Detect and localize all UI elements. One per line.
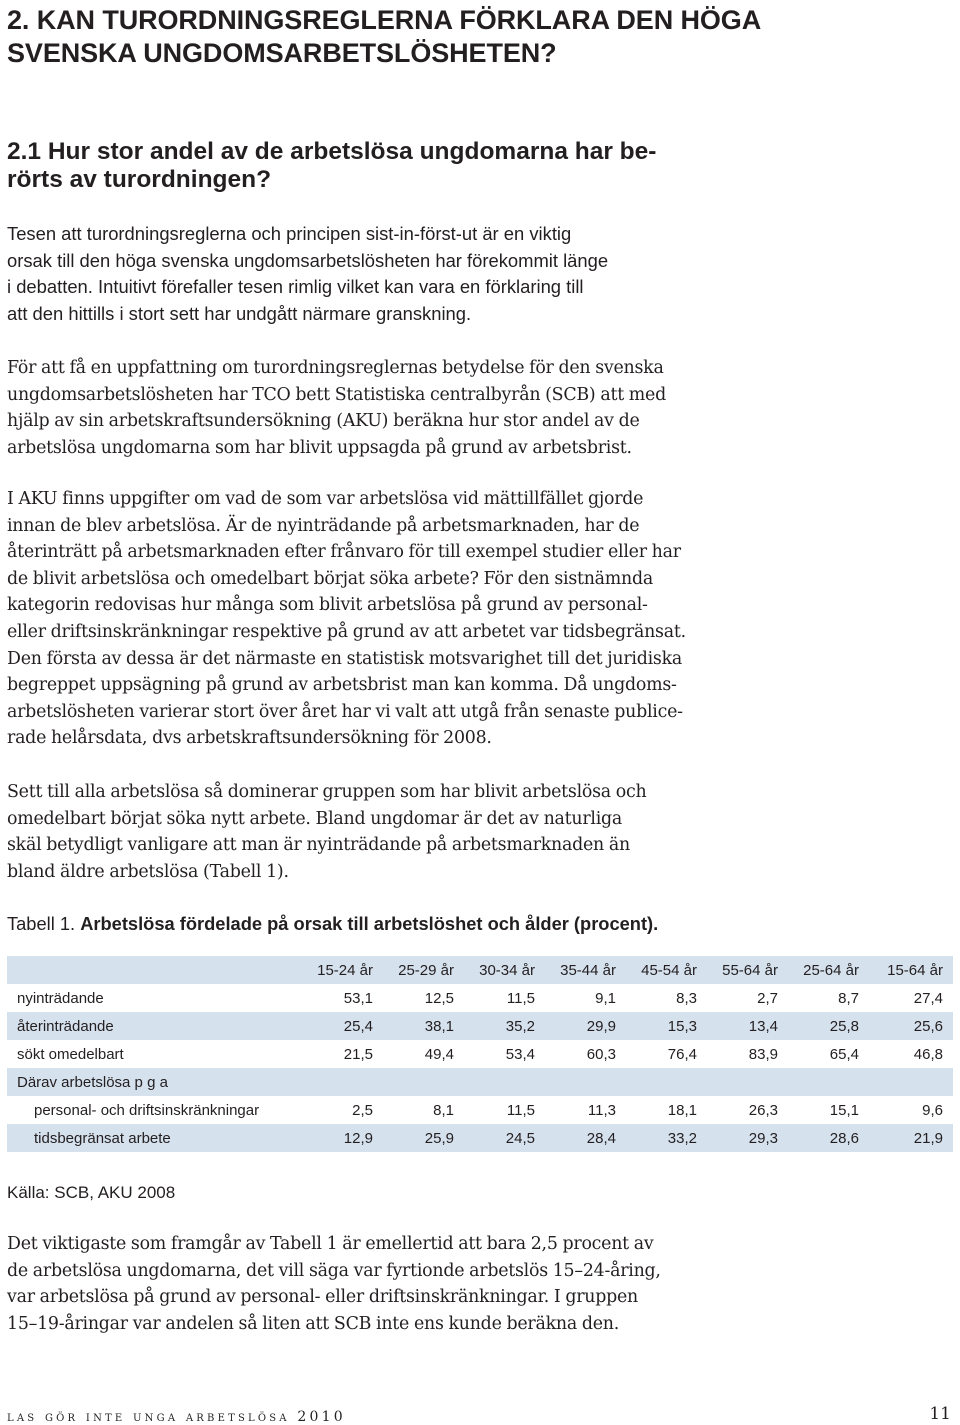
table-source (7, 1180, 707, 1207)
text-line: att den hittills i stort sett har undgått närmare granskning. (7, 302, 472, 324)
row-label: Därav arbetslösa p g a (7, 1068, 302, 1096)
row-label: personal- och driftsinskränkningar (34, 1101, 260, 1119)
table-cell: 28,6 (788, 1124, 869, 1152)
row-label: nyinträdande (17, 989, 104, 1007)
column-header: 25-64 år (788, 956, 869, 984)
column-header: 15-24 år (302, 956, 383, 984)
table-caption-text: Arbetslösa fördelade på orsak till arbetslöshet och ålder (procent). (80, 913, 659, 934)
paragraph-aku (7, 486, 707, 752)
table-cell: 25,9 (383, 1124, 464, 1152)
table-cell: 35,2 (464, 1012, 545, 1040)
table-cell: 25,6 (869, 1012, 953, 1040)
text-line: Den första av dessa är det närmaste en statistisk motsvarighet till det juridiska (7, 648, 682, 669)
chapter-heading-line: 2. KAN TURORDNINGSREGLERNA FÖRKLARA DEN HÖGA (7, 5, 762, 35)
table-cell: 11,5 (506, 989, 535, 1007)
text-line: 15–19-åringar var andelen så liten att SCB inte ens kunde beräkna den. (7, 1313, 619, 1334)
unemployment-table (7, 956, 953, 1152)
table-caption-number: Tabell 1. (7, 913, 76, 934)
text-line: arbetslösa ungdomarna som har blivit uppsagda på grund av arbetsbrist. (7, 437, 632, 458)
table-cell (464, 1068, 545, 1096)
text-line: rade helårsdata, dvs arbetskraftsundersökning för 2008. (7, 728, 492, 749)
running-footer-title: las gör inte unga arbetslösa 2010 (7, 1409, 346, 1425)
text-line: omedelbart börjat söka nytt arbete. Bland ungdomar är det av naturliga (7, 808, 623, 829)
text-line: Tesen att turordningsreglerna och principen sist-in-först-ut är en viktig (7, 223, 572, 244)
table-row (7, 1096, 953, 1124)
column-header: 35-44 år (545, 956, 626, 984)
text-line: de blivit arbetslösa och omedelbart börjat söka arbete? För den sistnämnda (7, 568, 653, 589)
table-row (7, 984, 953, 1012)
table-cell: 8,7 (838, 989, 859, 1007)
paragraph-conclusion (7, 1231, 707, 1337)
table-cell: 11,3 (587, 1101, 616, 1119)
chapter-heading (7, 4, 947, 70)
section-heading (7, 138, 707, 194)
paragraph-intro (7, 221, 707, 327)
row-label: sökt omedelbart (17, 1045, 124, 1063)
table-cell: 25,4 (302, 1012, 383, 1040)
table-cell: 15,3 (626, 1012, 707, 1040)
text-line: orsak till den höga svenska ungdomsarbetslösheten har förekommit länge (7, 249, 609, 271)
table-cell: 26,3 (748, 1101, 778, 1119)
table-cell (869, 1068, 953, 1096)
table-cell (788, 1068, 869, 1096)
table-cell: 12,9 (302, 1124, 383, 1152)
table-cell: 13,4 (707, 1012, 788, 1040)
table-cell (383, 1068, 464, 1096)
table-cell: 21,9 (869, 1124, 953, 1152)
table-cell: 11,5 (506, 1101, 535, 1119)
row-label: återinträdande (7, 1012, 302, 1040)
column-header: 25-29 år (383, 956, 464, 984)
table-cell: 2,5 (352, 1101, 373, 1119)
table-cell: 15,1 (829, 1101, 859, 1119)
table-cell: 49,4 (424, 1045, 454, 1063)
text-line: i debatten. Intuitivt förefaller tesen rimlig vilket kan vara en förklaring till (7, 276, 584, 298)
text-line: kategorin redovisas hur många som blivit arbetslösa på grund av personal- (7, 595, 648, 616)
table-cell (707, 1068, 788, 1096)
table-cell: 8,3 (676, 989, 697, 1007)
column-header: 55-64 år (707, 956, 788, 984)
text-line: hjälp av sin arbetskraftsundersökning (AKU) beräkna hur stor andel av de (7, 411, 640, 432)
text-line: ungdomsarbetslösheten har TCO bett Statistiska centralbyrån (SCB) att med (7, 384, 666, 405)
text-line: Sett till alla arbetslösa så dominerar gruppen som har blivit arbetslösa och (7, 782, 647, 802)
table-caption (7, 912, 658, 936)
text-line: återinträtt på arbetsmarknaden efter frånvaro för till exempel studier eller har (7, 542, 681, 563)
page-number: 11 (929, 1404, 951, 1424)
table-cell: 65,4 (829, 1045, 859, 1063)
table-cell: 9,6 (922, 1101, 943, 1119)
text-line: För att få en uppfattning om turordningsreglernas betydelse för den svenska (7, 358, 664, 378)
text-line: eller driftsinskränkningar respektive på grund av att arbetet var tidsbegränsat. (7, 621, 686, 642)
text-line: bland äldre arbetslösa (Tabell 1). (7, 861, 289, 882)
row-label: tidsbegränsat arbete (7, 1124, 302, 1152)
section-heading-line: 2.1 Hur stor andel av de arbetslösa ungdomarna har be- (7, 138, 657, 165)
column-header: 15-64 år (869, 956, 953, 984)
table-cell: 60,3 (586, 1045, 616, 1063)
table-header-stub (7, 956, 302, 984)
text-line: Det viktigaste som framgår av Tabell 1 är emellertid att bara 2,5 procent av (7, 1234, 654, 1254)
text-line: arbetslösheten varierar stort över året har vi valt att utgå från senaste publice- (7, 701, 683, 722)
table-row (7, 1012, 953, 1040)
chapter-heading-line: SVENSKA UNGDOMSARBETSLÖSHETEN? (7, 38, 557, 68)
table-cell (302, 1068, 383, 1096)
table-cell: 28,4 (545, 1124, 626, 1152)
table-cell: 83,9 (748, 1045, 778, 1063)
text-line: innan de blev arbetslösa. Är de nyinträdande på arbetsmarknaden, har de (7, 515, 640, 536)
paragraph-dominance (7, 779, 707, 885)
table-cell: 12,5 (424, 989, 454, 1007)
table-row (7, 1040, 953, 1068)
table-cell (545, 1068, 626, 1096)
text-line: skäl betydligt vanligare att man är nyinträdande på arbetsmarknaden än (7, 835, 630, 856)
table-cell: 27,4 (913, 989, 943, 1007)
column-header: 30-34 år (464, 956, 545, 984)
table-cell: 76,4 (667, 1045, 697, 1063)
table-cell: 2,7 (757, 989, 778, 1007)
table-cell: 9,1 (595, 989, 616, 1007)
text-line: var arbetslösa på grund av personal- eller driftsinskränkningar. I gruppen (7, 1287, 638, 1308)
table-cell: 46,8 (913, 1045, 943, 1063)
table-row (7, 1124, 953, 1152)
table-cell: 53,1 (343, 989, 373, 1007)
table-cell: 25,8 (788, 1012, 869, 1040)
table-cell: 38,1 (383, 1012, 464, 1040)
table-cell: 24,5 (464, 1124, 545, 1152)
paragraph-method (7, 355, 707, 461)
table-cell: 18,1 (667, 1101, 697, 1119)
section-heading-line: rörts av turordningen? (7, 166, 272, 193)
table-cell: 29,3 (707, 1124, 788, 1152)
table-cell: 21,5 (343, 1045, 373, 1063)
table-cell: 53,4 (505, 1045, 535, 1063)
table-cell: 29,9 (545, 1012, 626, 1040)
table-row-group-heading (7, 1068, 953, 1096)
table-header-row (7, 956, 953, 984)
table-cell (626, 1068, 707, 1096)
table-cell: 8,1 (433, 1101, 454, 1119)
text-line: I AKU finns uppgifter om vad de som var arbetslösa vid mättillfället gjorde (7, 489, 644, 509)
table-cell: 33,2 (626, 1124, 707, 1152)
text-line: begreppet uppsägning på grund av arbetsbrist man kan komma. Då ungdoms- (7, 675, 677, 696)
text-line: de arbetslösa ungdomarna, det vill säga var fyrtionde arbetslös 15–24-åring, (7, 1260, 661, 1281)
column-header: 45-54 år (626, 956, 707, 984)
table-source-text: Källa: SCB, AKU 2008 (7, 1183, 176, 1202)
